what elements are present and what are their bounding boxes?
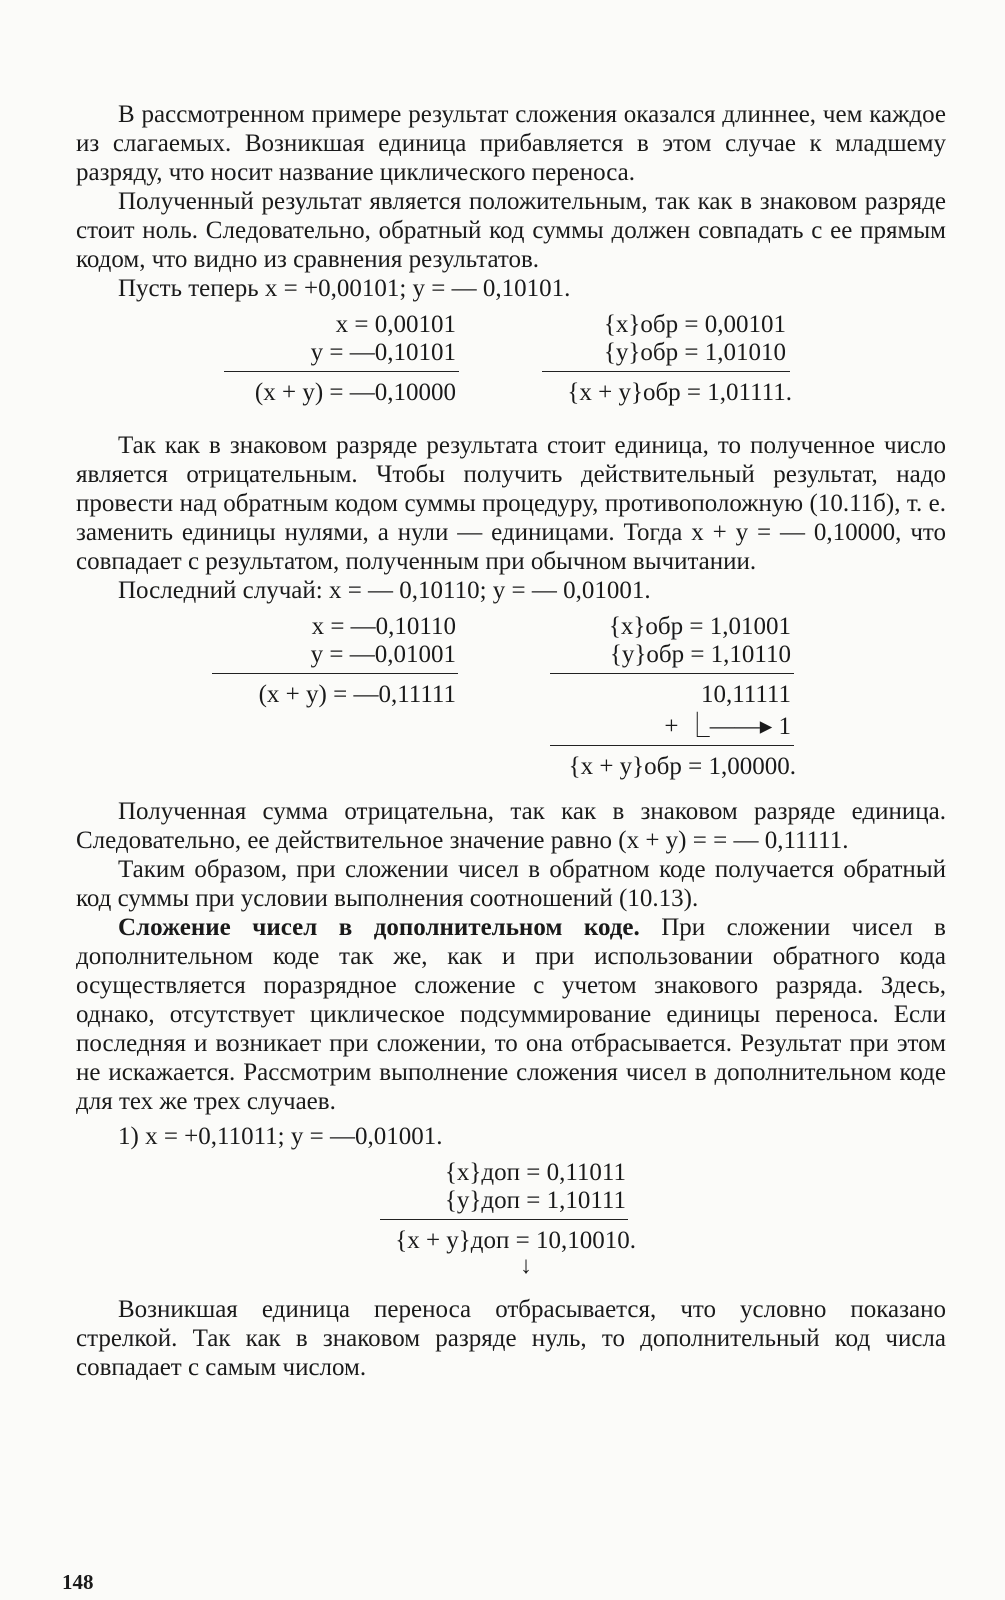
calc3-line-3: {x + y}доп = 10,10010. (395, 1227, 636, 1254)
calc2-left-1: x = —0,10110 (311, 613, 456, 640)
page-number: 148 (62, 1570, 94, 1594)
carry-arrow-icon: ↓ (520, 1253, 532, 1279)
calc1-right-1: {x}обр = 0,00101 (603, 311, 786, 338)
calc2-right-4: {x + y}обр = 1,00000. (568, 753, 796, 780)
paragraph-7: Таким образом, при сложении чисел в обратном коде получается обратный код суммы при условии выполнения соотношений (10.13). (76, 856, 946, 912)
calc2-left-2: y = —0,01001 (310, 641, 456, 668)
calc1-left-2: y = —0,10101 (310, 339, 456, 366)
paragraph-6: Полученная сумма отрицательна, так как в знаковом разряде единица. Следовательно, ее действительное значение равно (x + y) = = — 0,11111. (76, 798, 946, 854)
calc1-right-rule (542, 371, 790, 372)
calc2-right-3: 10,11111 (700, 681, 791, 708)
calc2-right-rule-1 (550, 673, 794, 674)
paragraph-4: Так как в знаковом разряде результата стоит единица, то полученное число является отрицательным. Чтобы получить действительный результат, надо провести над обратным кодом суммы процедуру, противоположную (10.11б), т. е. заменить единицы нулями, а нули — единицами. Тогда x + y = — 0,10000, что совпадает с результатом, полученным при обычном вычитании. (76, 432, 946, 575)
paragraph-9: 1) x = +0,11011; y = —0,01001. (118, 1123, 443, 1150)
calc1-right-3: {x + y}обр = 1,01111. (567, 379, 792, 406)
paragraph-2: Полученный результат является положительным, так как в знаковом разряде стоит ноль. Следовательно, обратный код суммы должен совпадать с ее прямым кодом, что видно из сравнения результатов. (76, 188, 946, 273)
paragraph-8-text: При сложении чисел в дополнительном коде так же, как и при использовании обратного кода осуществляется поразрядное сложение с учетом знакового разряда. Здесь, однако, отсутствует циклическое подсуммирование единицы переноса. Если последняя и возникает при сложении, то она отбрасывается. Результат при этом не искажается. Рассмотрим выполнение сложения чисел в дополнительном коде для тех же трех случаев. (76, 914, 946, 1115)
section-heading: Сложение чисел в дополнительном коде. (118, 914, 640, 941)
calc1-right-2: {y}обр = 1,01010 (603, 339, 786, 366)
calc2-right-2: {y}обр = 1,10110 (609, 641, 791, 668)
calc3-line-1: {x}доп = 0,11011 (444, 1159, 626, 1186)
calc2-right-1: {x}обр = 1,01001 (608, 613, 791, 640)
paragraph-1: В рассмотренном примере результат сложения оказался длиннее, чем каждое из слагаемых. Возникшая единица прибавляется в этом случае к младшему разряду, что носит название циклического переноса. (76, 101, 946, 186)
page-body (76, 100, 946, 1382)
calc-block-2 (76, 609, 946, 785)
paragraph-10: Возникшая единица переноса отбрасывается, что условно показано стрелкой. Так как в знаковом разряде нуль, то дополнительный код числа совпадает с самым числом. (76, 1296, 946, 1381)
paragraph-5: Последний случай: x = — 0,10110; y = — 0,01001. (118, 577, 651, 604)
calc2-left-rule (212, 673, 458, 674)
calc3-rule (380, 1219, 628, 1220)
calc2-right-rule-2 (550, 745, 794, 746)
paragraph-8 (76, 913, 946, 1116)
calc1-left-3: (x + y) = —0,10000 (254, 379, 456, 406)
calc3-line-2: {y}доп = 1,10111 (444, 1187, 626, 1214)
calc2-right-carry: + ⎿——▸ 1 (664, 713, 791, 740)
calc1-left-1: x = 0,00101 (335, 311, 456, 338)
calc2-left-3: (x + y) = —0,11111 (258, 681, 456, 708)
calc1-left-rule (224, 371, 459, 372)
calc-block-3 (76, 1155, 946, 1283)
calc-block-1 (76, 307, 946, 419)
paragraph-3: Пусть теперь x = +0,00101; y = — 0,10101. (118, 275, 571, 302)
